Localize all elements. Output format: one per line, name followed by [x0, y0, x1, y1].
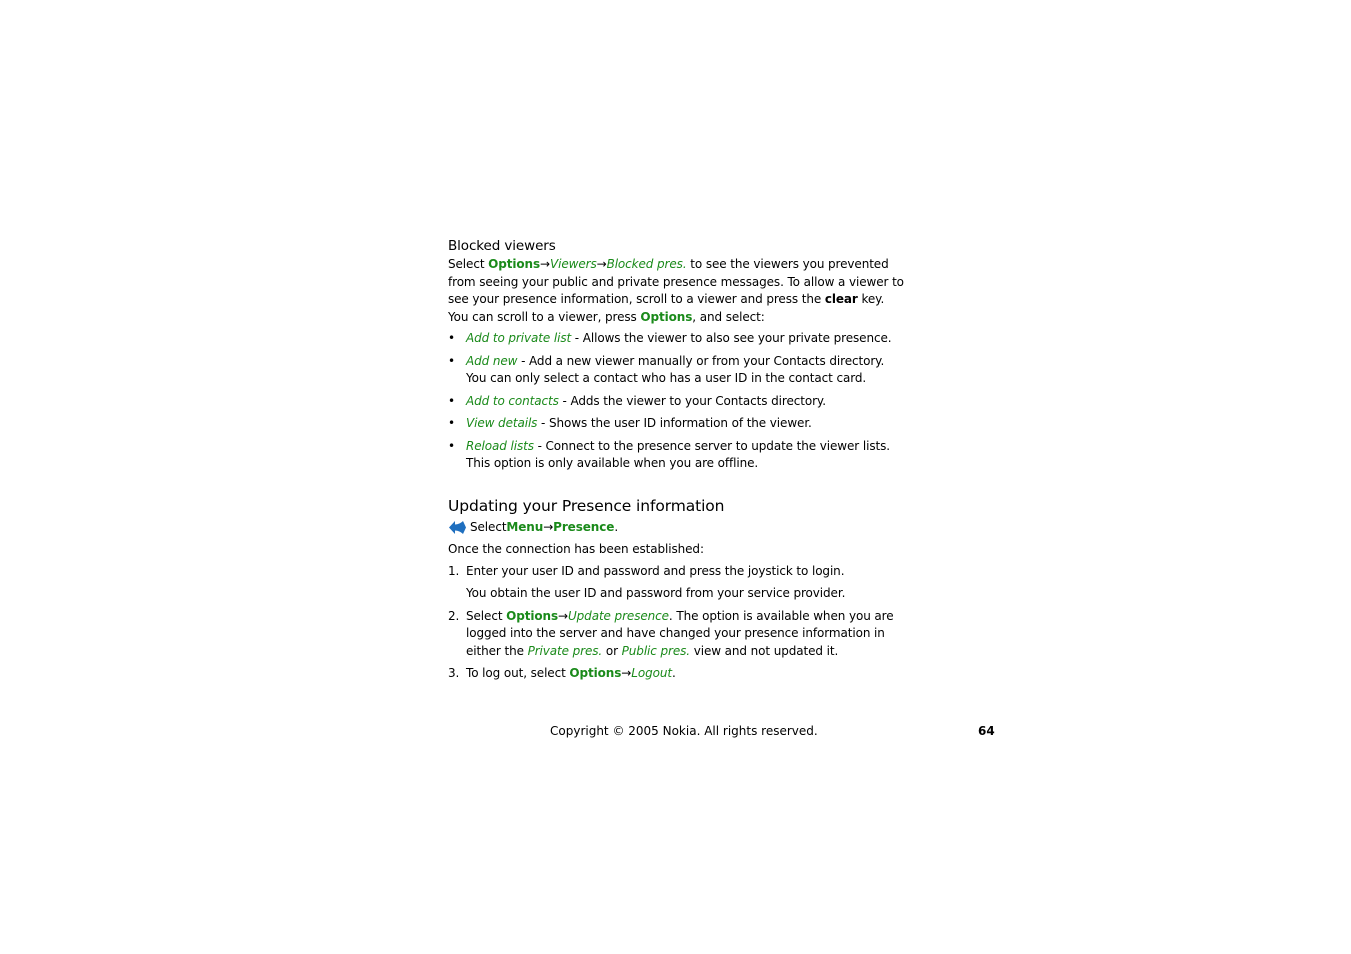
- step-number: 3.: [448, 666, 460, 680]
- bullet-icon: •: [448, 438, 455, 453]
- page-content: [448, 236, 904, 688]
- list-item: 1. Enter your user ID and password and press the joystick to login. You obtain the user ID and password from your service provider.: [448, 563, 904, 603]
- menu-shortcut: Select Menu → Presence .: [448, 519, 904, 537]
- logout-label: Logout: [631, 666, 672, 680]
- private-pres-label: Private pres.: [527, 643, 603, 658]
- update-presence-label: Update presence: [567, 608, 669, 623]
- list-item: • View details - Shows the user ID information of the viewer.: [448, 415, 904, 433]
- options-label: Options: [506, 608, 559, 623]
- connection-text: Once the connection has been established:: [448, 542, 704, 556]
- list-item: • Add new - Add a new viewer manually or from your Contacts directory. You can only select a contact who has a user ID in the contact card.: [448, 353, 885, 385]
- step-number: 2.: [448, 608, 460, 623]
- blocked-viewers-intro: Select Options→Viewers→Blocked pres. to see the viewers you prevented from seeing your public and private presence messages. To allow a viewer to see your presence information, scroll to a viewer and press the clear key. You can scroll to a viewer, press Options, and select:: [448, 257, 904, 324]
- options-label: Options: [569, 666, 622, 680]
- section-heading-updating-presence: Updating your Presence information: [448, 496, 725, 515]
- options-label: Options: [640, 309, 693, 324]
- bullet-icon: •: [448, 393, 455, 408]
- page-number: 64: [978, 724, 995, 738]
- blocked-pres-label: Blocked pres.: [606, 257, 687, 271]
- list-item: • Add to contacts - Adds the viewer to your Contacts directory.: [448, 393, 904, 411]
- presence-steps-list: [448, 563, 904, 683]
- shortcut-arrow-icon: [448, 520, 467, 535]
- copyright-text: Copyright © 2005 Nokia. All rights reserved.: [550, 724, 818, 738]
- options-label: Options: [488, 257, 541, 271]
- menu-label: Menu: [506, 519, 544, 534]
- list-item: • Add to private list - Allows the viewer to also see your private presence.: [448, 330, 904, 348]
- bullet-icon: •: [448, 416, 455, 430]
- bullet-icon: •: [448, 331, 455, 345]
- bullet-icon: •: [448, 353, 455, 368]
- step-number: 1.: [448, 563, 460, 578]
- public-pres-label: Public pres.: [621, 643, 690, 658]
- list-item: 3. To log out, select Options→Logout.: [448, 665, 904, 683]
- list-item: 2. Select Options→Update presence. The option is available when you are logged into the server and have changed your presence information in either the Private pres. or Public pres. view and not updated it.: [448, 608, 894, 658]
- presence-label: Presence: [553, 519, 615, 534]
- viewers-label: Viewers: [549, 257, 597, 271]
- clear-key-label: clear: [824, 292, 858, 306]
- list-item: • Reload lists - Connect to the presence server to update the viewer lists. This option is only available when you are offline.: [448, 438, 890, 470]
- step-note: You obtain the user ID and password from your service provider.: [466, 586, 846, 600]
- blocked-viewer-options-list: [448, 330, 904, 473]
- section-heading-blocked-viewers: Blocked viewers: [448, 238, 556, 254]
